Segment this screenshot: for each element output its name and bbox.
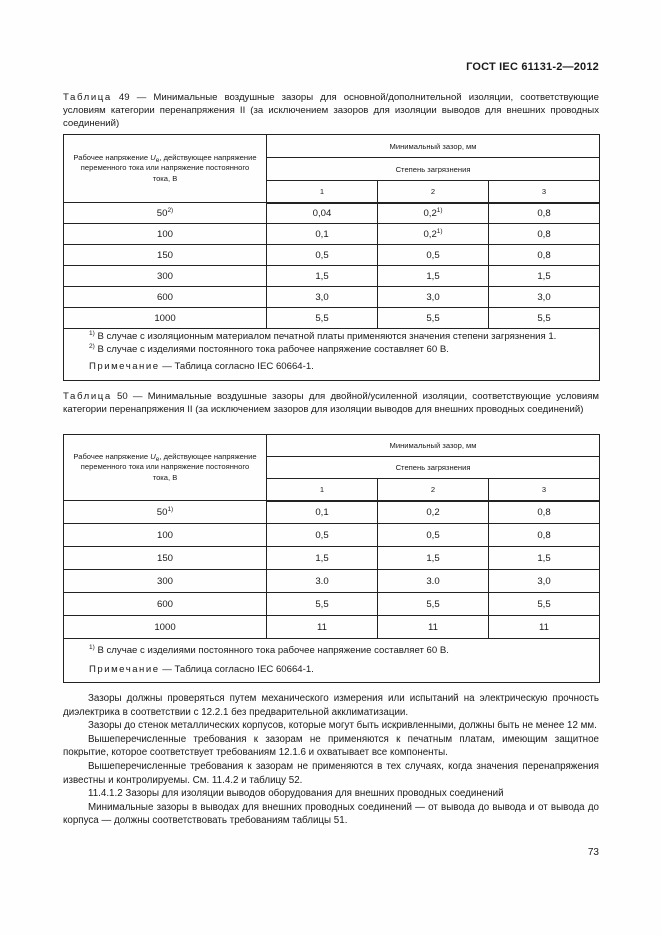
table50-footnotes <box>64 639 600 683</box>
value-cell: 1,5 <box>378 547 489 570</box>
value-cell: 11 <box>378 616 489 639</box>
voltage-cell: 50$^{2)}$ <box>64 203 267 224</box>
value-cell: 0,5 <box>267 245 378 266</box>
value-cell: 0,2 <box>378 501 489 524</box>
table-row <box>64 245 600 266</box>
table50-caption <box>63 390 599 416</box>
table-row <box>64 616 600 639</box>
value-cell: 0,04 <box>267 203 378 224</box>
value-cell: 0,5 <box>378 524 489 547</box>
value-cell: 1,5 <box>267 266 378 287</box>
table50-footnote-1: $^{1)}$ В случае с изделиями постоянного тока рабочее напряжение составляет 60 В. <box>89 644 449 656</box>
value-cell: 0,8 <box>489 524 600 547</box>
value-cell: 0,8 <box>489 245 600 266</box>
paragraph: Зазоры должны проверяться путем механического измерения или испытаний на электрическую прочность диэлектрика в соответствии с 12.2.1 без предварительной акклиматизации. <box>63 693 599 718</box>
table49-footnotes <box>64 329 600 381</box>
value-cell: 5,5 <box>489 593 600 616</box>
table50-degree-3: 3 <box>489 479 600 501</box>
table50-degree-2: 2 <box>378 479 489 501</box>
voltage-cell: 300 <box>64 266 267 287</box>
body-text <box>63 692 599 828</box>
value-cell: 0,1 <box>267 501 378 524</box>
voltage-cell: 100 <box>64 524 267 547</box>
table50-header-min-gap: Минимальный зазор, мм <box>267 435 600 457</box>
value-cell: 5,5 <box>267 308 378 329</box>
value-cell: 1,5 <box>489 266 600 287</box>
value-cell: 3,0 <box>378 287 489 308</box>
voltage-cell: 600 <box>64 593 267 616</box>
value-cell: 3.0 <box>378 570 489 593</box>
value-cell: 0,8 <box>489 203 600 224</box>
table50-note: Примечание — Таблица согласно IEC 60664-1. <box>89 663 314 675</box>
table50-caption-text: 50 — Минимальные воздушные зазоры для двойной/усиленной изоляции, соответствующие условиям категории перенапряжения II (за исключением зазоров для изоляции выводов для внешних проводных соединений) <box>63 391 599 415</box>
table49-degree-3: 3 <box>489 181 600 203</box>
value-cell: 5,5 <box>378 593 489 616</box>
value-cell: 5,5 <box>489 308 600 329</box>
table-row <box>64 501 600 524</box>
voltage-cell: 100 <box>64 224 267 245</box>
page-number: 73 <box>587 847 599 858</box>
table-row <box>64 308 600 329</box>
value-cell: 11 <box>489 616 600 639</box>
voltage-cell: 300 <box>64 570 267 593</box>
table-row <box>64 547 600 570</box>
paragraph: Минимальные зазоры в выводах для внешних проводных соединений — от вывода до вывода и от вывода до корпуса — должны соответствовать требованиям таблицы 51. <box>63 801 599 827</box>
value-cell: 3,0 <box>489 287 600 308</box>
paragraph: Вышеперечисленные требования к зазорам не применяются к печатным платам, имеющим защитное покрытие, которое соответствует требованиям 12.1.6 и охватывает все компоненты. <box>63 733 599 759</box>
value-cell: 0,2$^{1)}$ <box>378 224 489 245</box>
value-cell: 1,5 <box>489 547 600 570</box>
value-cell: 0,5 <box>378 245 489 266</box>
table-row <box>64 593 600 616</box>
table50-header-voltage: Рабочее напряжение $U_e$, действующее напряжение переменного тока или напряжение постоянного тока, В <box>64 435 267 501</box>
table50-header-pollution: Степень загрязнения <box>267 457 600 479</box>
table-row <box>64 203 600 224</box>
value-cell: 3,0 <box>489 570 600 593</box>
table49-header-voltage: Рабочее напряжение $U_e$, действующее напряжение переменного тока или напряжение постоянного тока, В <box>64 135 267 203</box>
table50-degree-1: 1 <box>267 479 378 501</box>
value-cell: 5,5 <box>267 593 378 616</box>
paragraph: Вышеперечисленные требования к зазорам не применяются в тех случаях, когда значения перенапряжения известны и контролируемы. См. 11.4.2 и таблицу 52. <box>63 760 599 786</box>
table-row <box>64 570 600 593</box>
document-header: ГОСТ IEC 61131-2—2012 <box>466 61 599 73</box>
table-row <box>64 224 600 245</box>
table49-caption-text: 49 — Минимальные воздушные зазоры для основной/дополнительной изоляции, соответствующие условиям категории перенапряжения II (за исключением зазоров для изоляции выводов для внешних проводных соединений) <box>63 92 599 129</box>
table50-caption-word: Таблица <box>63 391 112 402</box>
table49 <box>63 134 600 381</box>
voltage-cell: 1000 <box>64 308 267 329</box>
table49-header-pollution: Степень загрязнения <box>267 158 600 181</box>
value-cell: 0,2$^{1)}$ <box>378 203 489 224</box>
table-row <box>64 524 600 547</box>
voltage-cell: 600 <box>64 287 267 308</box>
value-cell: 1,5 <box>378 266 489 287</box>
value-cell: 0,5 <box>267 524 378 547</box>
table49-footnote-1: $^{1)}$ В случае с изоляционным материалом печатной платы применяются значения степени загрязнения 1. <box>89 330 557 342</box>
table50 <box>63 434 600 683</box>
value-cell: 0,8 <box>489 501 600 524</box>
value-cell: 1,5 <box>267 547 378 570</box>
voltage-cell: 150 <box>64 547 267 570</box>
paragraph: Зазоры до стенок металлических корпусов, которые могут быть искривленными, должны быть не менее 12 мм. <box>88 720 597 732</box>
value-cell: 0,1 <box>267 224 378 245</box>
voltage-cell: 1000 <box>64 616 267 639</box>
table49-degree-2: 2 <box>378 181 489 203</box>
value-cell: 0,8 <box>489 224 600 245</box>
table49-caption-word: Таблица <box>63 92 112 103</box>
section-heading: 11.4.1.2 Зазоры для изоляции выводов оборудования для внешних проводных соединений <box>88 788 504 800</box>
table49-note: Примечание — Таблица согласно IEC 60664-1. <box>89 361 314 372</box>
value-cell: 5,5 <box>378 308 489 329</box>
voltage-cell: 50$^{1)}$ <box>64 501 267 524</box>
value-cell: 3,0 <box>267 287 378 308</box>
table-row <box>64 266 600 287</box>
table49-header-min-gap: Минимальный зазор, мм <box>267 135 600 158</box>
voltage-cell: 150 <box>64 245 267 266</box>
table-row <box>64 287 600 308</box>
value-cell: 11 <box>267 616 378 639</box>
table49-caption <box>63 91 599 130</box>
table49-footnote-2: $^{2)}$ В случае с изделиями постоянного тока рабочее напряжение составляет 60 В. <box>89 342 449 355</box>
value-cell: 3.0 <box>267 570 378 593</box>
table49-degree-1: 1 <box>267 181 378 203</box>
